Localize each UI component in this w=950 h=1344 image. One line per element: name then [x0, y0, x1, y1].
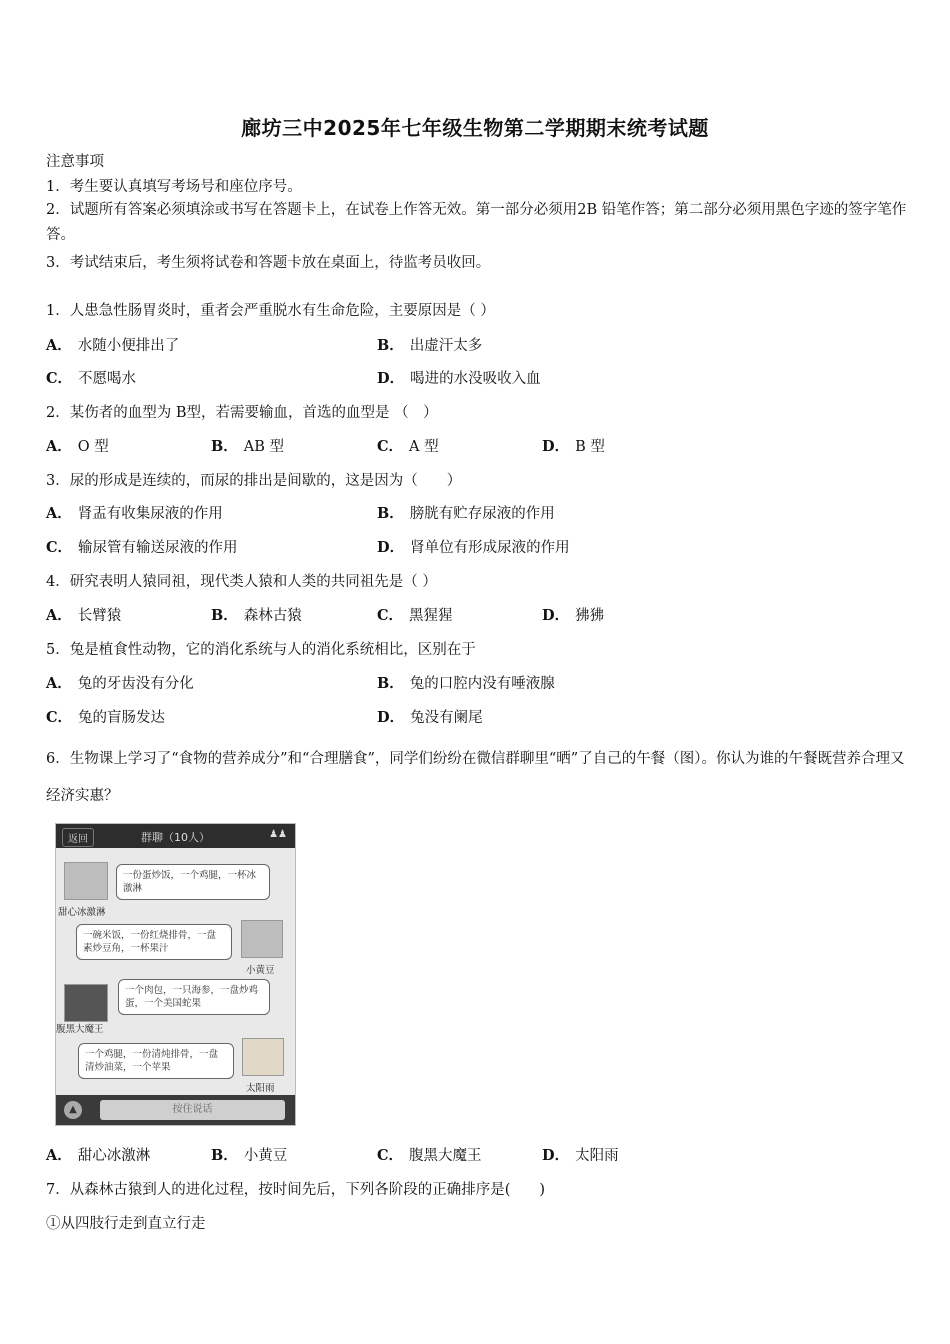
notice-item: 3．考试结束后，考生须将试卷和答题卡放在桌面上，待监考员收回。 [46, 255, 491, 271]
question-stem: 5．兔是植食性动物，它的消化系统与人的消化系统相比，区别在于 [46, 642, 476, 658]
option-text: 兔的牙齿没有分化 [77, 676, 194, 692]
option [377, 674, 555, 694]
option [377, 504, 555, 524]
option-letter: A． [46, 337, 72, 354]
option [377, 369, 541, 389]
option-letter: B． [377, 675, 404, 692]
wechat-chat-figure [55, 823, 296, 1126]
option-letter: C． [46, 370, 73, 387]
option-letter: D． [377, 539, 405, 556]
question-stem: 2．某伤者的血型为 B型，若需要输血，首选的血型是 （ ） [46, 405, 438, 421]
option-letter: C． [377, 438, 404, 455]
option [46, 606, 121, 626]
option-text: 喝进的水没吸收入血 [410, 371, 541, 387]
notice-heading: 注意事项 [46, 154, 104, 170]
option [46, 437, 109, 457]
option-letter: A． [46, 438, 72, 455]
option [377, 606, 453, 626]
option [46, 1146, 150, 1166]
notice-item: 2．试题所有答案必须填涂或书写在答题卡上，在试卷上作答无效。第一部分必须用2B 铅笔作答；第二部分必须用黑色字迹的签字笔作答。 [46, 202, 907, 243]
option [211, 1146, 287, 1166]
chat-message: 一份蛋炒饭，一个鸡腿，一杯冰激淋 [116, 864, 270, 900]
chat-message: 一个肉包，一只海参，一盘炒鸡蛋，一个美国蛇果 [118, 979, 270, 1015]
question-stem: 4．研究表明人猿同祖，现代类人猿和人类的共同祖先是（ ） [46, 574, 437, 590]
option-letter: B． [211, 607, 238, 624]
page-title: 廊坊三中2025年七年级生物第二学期期末统考试题 [241, 116, 709, 140]
option-letter: D． [377, 709, 405, 726]
option-letter: D． [542, 1147, 570, 1164]
option-text: 兔的盲肠发达 [78, 710, 166, 726]
option [46, 336, 179, 356]
option-letter: A． [46, 607, 72, 624]
option-text: AB 型 [243, 439, 285, 455]
option [46, 504, 223, 524]
option-text: 狒狒 [575, 608, 605, 624]
option-text: 腹黑大魔王 [409, 1148, 482, 1164]
chat-username: 甜心冰激淋 [58, 907, 106, 918]
option [377, 1146, 482, 1166]
option-letter: C． [377, 1147, 404, 1164]
option-letter: A． [46, 505, 72, 522]
option-text: 兔没有阑尾 [410, 710, 483, 726]
option [211, 437, 284, 457]
option [542, 1146, 619, 1166]
option-text: 兔的口腔内没有唾液腺 [409, 676, 555, 692]
option-text: 膀胱有贮存尿液的作用 [409, 506, 555, 522]
option-text: 肾盂有收集尿液的作用 [77, 506, 223, 522]
option-letter: B． [377, 337, 404, 354]
option [211, 606, 302, 626]
option-letter: D． [377, 370, 405, 387]
question-sub-item: ①从四肢行走到直立行走 [46, 1216, 206, 1232]
option-letter: D． [542, 607, 570, 624]
option-letter: C． [46, 539, 73, 556]
option-text: 甜心冰激淋 [77, 1148, 151, 1164]
option-text: 小黄豆 [243, 1148, 288, 1164]
back-button: 返回 [62, 828, 94, 847]
chat-message: 一个鸡腿，一份清炖排骨，一盘清炒油菜，一个苹果 [78, 1043, 234, 1079]
option [46, 708, 165, 728]
question-stem: 3．尿的形成是连续的，而尿的排出是间歇的，这是因为（ ） [46, 473, 462, 489]
option-letter: A． [46, 675, 72, 692]
option [542, 437, 605, 457]
option-text: B 型 [575, 439, 605, 455]
option-text: 肾单位有形成尿液的作用 [410, 540, 570, 556]
option [46, 538, 238, 558]
chat-message: 一碗米饭，一份红烧排骨，一盘素炒豆角，一杯果汁 [76, 924, 232, 960]
option-text: 输尿管有输送尿液的作用 [78, 540, 238, 556]
notice-item: 1．考生要认真填写考场号和座位序号。 [46, 179, 302, 195]
option-text: A 型 [409, 439, 439, 455]
avatar [242, 1038, 284, 1076]
option-text: 太阳雨 [575, 1148, 619, 1164]
option [377, 538, 570, 558]
avatar [64, 862, 108, 900]
option-text: 森林古猿 [243, 608, 302, 624]
option-text: O 型 [77, 439, 109, 455]
option-letter: A． [46, 1147, 72, 1164]
option-letter: D． [542, 438, 570, 455]
chat-username: 小黄豆 [246, 965, 275, 976]
option-text: 黑猩猩 [409, 608, 453, 624]
option-text: 不愿喝水 [78, 371, 137, 387]
option [377, 708, 483, 728]
press-to-talk-button: 按住说话 [100, 1100, 285, 1120]
chat-username: 腹黑大魔王 [56, 1024, 104, 1035]
option-letter: C． [46, 709, 73, 726]
avatar [241, 920, 283, 958]
chat-input-bar [56, 1095, 295, 1125]
option [377, 336, 482, 356]
option-text: 长臂猿 [77, 608, 122, 624]
option-letter: B． [211, 1147, 238, 1164]
avatar [64, 984, 108, 1022]
question-stem: 7．从森林古猿到人的进化过程，按时间先后，下列各阶段的正确排序是( ) [46, 1182, 546, 1198]
option-text: 水随小便排出了 [77, 338, 180, 354]
option [542, 606, 604, 626]
group-icon: ♟♟ [269, 829, 287, 840]
chat-username: 太阳雨 [246, 1083, 275, 1094]
option [46, 369, 136, 389]
option-text: 出虚汗太多 [409, 338, 483, 354]
option-letter: B． [211, 438, 238, 455]
chat-header [56, 824, 295, 848]
option-letter: B． [377, 505, 404, 522]
option-letter: C． [377, 607, 404, 624]
option [377, 437, 439, 457]
question-stem: 6．生物课上学习了“食物的营养成分”和“合理膳食”，同学们纷纷在微信群聊里“晒”了自己的午餐（图）。你认为谁的午餐既营养合理又经济实惠？ [46, 751, 905, 804]
keyboard-toggle-icon: ▲ [64, 1101, 82, 1119]
question-stem: 1．人患急性肠胃炎时，重者会严重脱水有生命危险，主要原因是（ ） [46, 303, 495, 319]
option [46, 674, 194, 694]
chat-title: 群聊（10人） [141, 831, 210, 844]
